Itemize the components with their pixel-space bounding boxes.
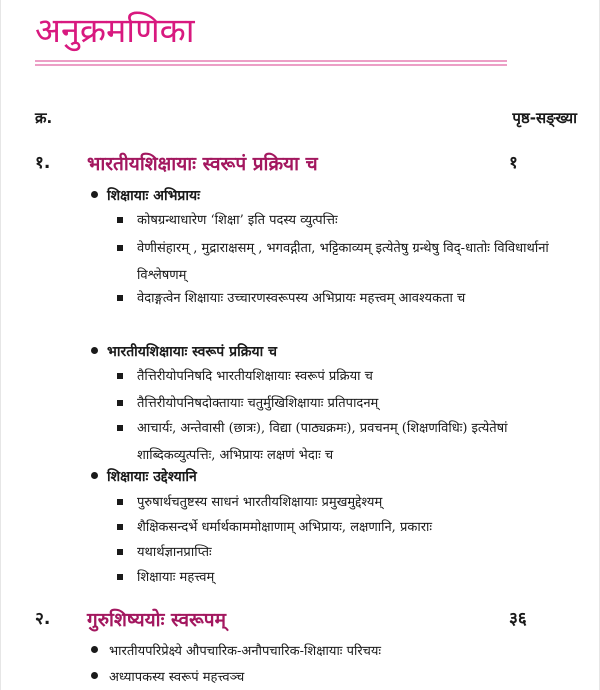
section-heading[interactable] [91,186,200,205]
list-item[interactable]: वेदाङ्गत्वेन शिक्षायाः उच्चारणस्वरूपस्य अभिप्रायः महत्त्वम् आवश्यकता च [117,285,557,312]
square-bullet-icon [117,425,123,431]
list-item[interactable]: यथार्थज्ञानप्राप्तिः [117,539,557,566]
list-item[interactable]: तैत्तिरीयोपनिषदि भारतीयशिक्षायाः स्वरूपं प्रक्रिया च [117,363,557,390]
list-item[interactable]: आचार्यः, अन्तेवासी (छात्रः), विद्या (पाठ्यक्रमः), प्रवचनम् (शिक्षणविधिः) इत्येतेषां शाब्दिकव्युत्पत्तिः, अभिप्रायः लक्षणं भेदाः च [117,415,557,469]
chapter-number: १. [35,153,51,173]
chapter-page-number: १ [509,153,518,173]
list-item[interactable]: वेणीसंहारम् , मुद्राराक्षसम् , भगवद्गीता, भट्टिकाव्यम् इत्येतेषु ग्रन्थेषु विद्-धातोः विविधार्थानां विश्लेषणम् [117,235,557,289]
chapter-title[interactable]: गुरुशिष्ययोः स्वरूपम् [87,609,226,631]
square-bullet-icon [117,245,123,251]
list-item[interactable]: पुरुषार्थचतुष्टस्य साधनं भारतीयशिक्षायाः प्रमुखमुद्देश्यम् [117,489,557,516]
section-heading[interactable] [91,342,277,361]
list-item[interactable]: शैक्षिकसन्दर्भे धर्मार्थकाममोक्षाणाम् अभिप्रायः, लक्षणानि, प्रकाराः [117,514,557,541]
section-title: अध्यापकस्य स्वरूपं महत्त्वञ्च [109,670,245,685]
title-rule-bottom [35,64,507,66]
chapter-2-heading[interactable] [1,606,600,632]
page-column-header: पृष्ठ-सङ्ख्या [512,109,577,127]
square-bullet-icon [117,574,123,580]
title-rule-top [35,60,507,62]
section-title: शिक्षायाः उद्देश्यानि [107,469,197,485]
bullet-icon [91,191,98,198]
serial-column-header: क्र. [35,109,53,127]
chapter-1-heading[interactable] [1,150,600,176]
bullet-icon [91,672,98,679]
chapter-title[interactable]: भारतीयशिक्षायाः स्वरूपं प्रक्रिया च [87,153,318,175]
chapter-number: २. [35,609,51,629]
square-bullet-icon [117,295,123,301]
square-bullet-icon [117,549,123,555]
bullet-icon [91,347,98,354]
square-bullet-icon [117,524,123,530]
bullet-icon [91,472,98,479]
list-item[interactable]: कोषग्रन्थाधारेण ‘शिक्षा’ इति पदस्य व्युत्पत्तिः [117,207,557,234]
square-bullet-icon [117,499,123,505]
square-bullet-icon [117,217,123,223]
section-heading[interactable] [91,667,244,685]
section-title: शिक्षायाः अभिप्रायः [107,188,200,204]
square-bullet-icon [117,373,123,379]
section-heading[interactable] [91,641,381,659]
section-title: भारतीयशिक्षायाः स्वरूपं प्रक्रिया च [107,344,277,360]
section-title: भारतीयपरिप्रेक्ष्ये औपचारिक-अनौपचारिक-शिक्षायाः परिचयः [109,644,382,659]
list-item[interactable]: शिक्षायाः महत्त्वम् [117,564,557,591]
page-title: अनुक्रमणिका [35,11,195,51]
square-bullet-icon [117,400,123,406]
bullet-icon [91,646,98,653]
chapter-page-number: ३६ [509,609,527,629]
list-item[interactable]: तैत्तिरीयोपनिषदोक्तायाः चतुर्मुखिशिक्षायाः प्रतिपादनम् [117,390,557,417]
section-heading[interactable] [91,467,197,486]
